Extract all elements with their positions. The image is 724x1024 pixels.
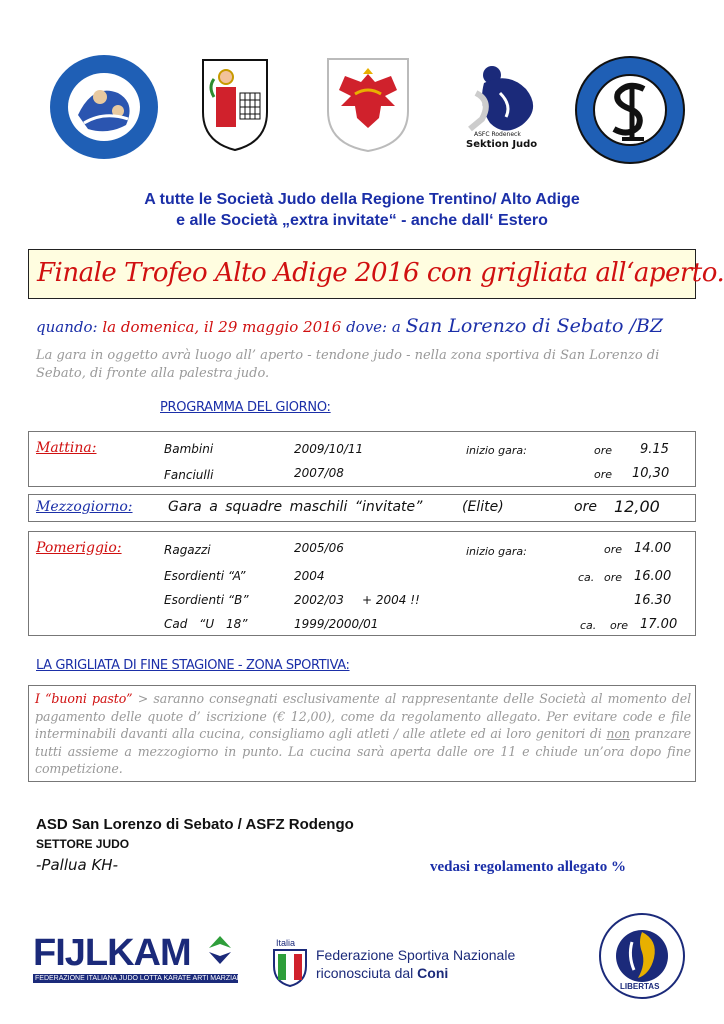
coni-shield-icon [272, 948, 308, 988]
event-title-box [28, 249, 724, 299]
asv-lorenzen-logo [48, 53, 160, 161]
mattina-row-2-ore: ore [594, 468, 613, 481]
footer-sector: SETTORE JUDO [36, 837, 130, 851]
pomeriggio-label: Pomeriggio: [36, 540, 122, 556]
pomeriggio-row-2-year: 2004 [294, 569, 325, 583]
pomeriggio-row-1-note: inizio gara: [466, 545, 527, 558]
grill-heading: LA GRIGLIATA DI FINE STAGIONE - ZONA SPORTIVA: [36, 658, 350, 673]
pomeriggio-row-2-ore: ore [604, 571, 623, 584]
event-title: Finale Trofeo Alto Adige 2016 con grigliata all‘aperto. [37, 258, 724, 288]
pomeriggio-row-1-cat: Ragazzi [164, 543, 211, 557]
coni-italia-logo [272, 938, 312, 990]
mattina-row-2-year: 2007/08 [294, 466, 344, 480]
pomeriggio-row-2-cat: Esordienti “A” [164, 569, 246, 583]
mezzogiorno-label: Mezzogiorno: [36, 499, 133, 515]
footer-org: ASD San Lorenzo di Sebato / ASFZ Rodengo [36, 816, 354, 833]
amateur-club-rodeneck-logo [574, 55, 686, 165]
pomeriggio-row-1-ore: ore [604, 543, 623, 556]
mezzogiorno-ore: ore [574, 499, 597, 515]
libertas-logo [598, 912, 686, 1000]
mezzogiorno-elite: (Elite) [462, 499, 504, 515]
pomeriggio-row-2-time: 16.00 [634, 569, 672, 584]
asfc-sektion-label: Sektion Judo [466, 139, 538, 150]
where-label: dove: a [346, 318, 401, 336]
coni-italia-label: Italia [276, 938, 296, 948]
pomeriggio-row-4-ore: ore [610, 619, 629, 632]
alto-adige-eagle-shield [325, 56, 411, 154]
where-place: San Lorenzo di Sebato /BZ [405, 315, 664, 337]
coni-line-2a: riconosciuta dal [316, 965, 418, 981]
grill-text-1: > saranno consegnati esclusivamente al rappresentante delle Società al momento del pagamento delle quote d’ iscrizione (€ 12,00), come da regolamento allegato. Per evitare code e file interminabili davanti alla cucina, consigliamo agli atleti / alle atlete ed ai loro genitori di [35, 691, 691, 741]
pomeriggio-row-3-cat: Esordienti “B” [164, 593, 249, 607]
pomeriggio-row-4-year: 1999/2000/01 [294, 617, 379, 631]
mattina-row-1-cat: Bambini [164, 442, 214, 456]
footer-regulation: vedasi regolamento allegato % [430, 859, 626, 875]
fijlkam-logo [33, 932, 243, 984]
program-heading: PROGRAMMA DEL GIORNO: [160, 400, 331, 415]
pomeriggio-row-3-extra: + 2004 !! [362, 593, 420, 607]
mattina-row-1-time: 9.15 [640, 442, 669, 457]
pomeriggio-row-1-time: 14.00 [634, 541, 672, 556]
pomeriggio-row-2-ca: ca. [578, 571, 595, 584]
mezzogiorno-time: 12,00 [614, 497, 660, 516]
coni-line-1: Federazione Sportiva Nazionale [316, 947, 516, 963]
san-lorenzo-coat-of-arms [200, 57, 270, 153]
mattina-row-2-time: 10,30 [632, 466, 670, 481]
libertas-label: LIBERTAS [620, 982, 660, 991]
footer-sign: -Pallua KH- [36, 856, 118, 874]
pomeriggio-row-3-year: 2002/03 [294, 593, 344, 607]
when-label: quando: [36, 318, 98, 336]
pomeriggio-row-4-cat: Cad “U 18” [164, 617, 248, 631]
mattina-row-1-ore: ore [594, 444, 613, 457]
coni-line-2b: Coni [417, 965, 449, 981]
grill-text [35, 690, 691, 778]
fijlkam-subtitle: FEDERAZIONE ITALIANA JUDO LOTTA KARATE ARTI MARZIALI [35, 975, 243, 982]
fijlkam-emblem-icon [205, 934, 235, 968]
pomeriggio-row-4-ca: ca. [580, 619, 597, 632]
grill-i: I [35, 691, 40, 706]
pomeriggio-row-1-year: 2005/06 [294, 541, 344, 555]
mezzogiorno-text: Gara a squadre maschili “invitate” [168, 499, 423, 515]
mattina-row-1-note: inizio gara: [466, 444, 527, 457]
grill-text-2: pranzare tutti assieme a mezzogiorno in punto. La cucina sarà aperta dalle ore 11 e chiude un’ora dopo fine competizione. [35, 726, 691, 776]
pomeriggio-row-4-time: 17.00 [640, 617, 678, 632]
asfc-small-label: ASFC Rodeneck [474, 131, 521, 138]
grill-buoni: “buoni pasto” [45, 691, 133, 706]
header-line-2: e alle Società „extra invitate“ - anche dall‘ Estero [176, 212, 548, 229]
coni-text [316, 946, 515, 982]
grill-non: non [606, 726, 630, 741]
intro-text: La gara in oggetto avrà luogo all’ aperto - tendone judo - nella zona sportiva di San Lorenzo di Sebato, di fronte alla palestra judo. [36, 348, 660, 381]
mattina-row-1-year: 2009/10/11 [294, 442, 364, 456]
header-line-1: A tutte le Società Judo della Regione Trentino/ Alto Adige [144, 191, 580, 208]
when-date: la domenica, il 29 maggio 2016 [102, 318, 342, 336]
fijlkam-word: FIJLKAM [33, 932, 191, 974]
when-line [36, 315, 663, 337]
pomeriggio-row-3-time: 16.30 [634, 593, 672, 608]
mattina-label: Mattina: [36, 440, 97, 456]
asfc-rodeneck-logo [456, 53, 552, 157]
mattina-row-2-cat: Fanciulli [164, 468, 214, 482]
